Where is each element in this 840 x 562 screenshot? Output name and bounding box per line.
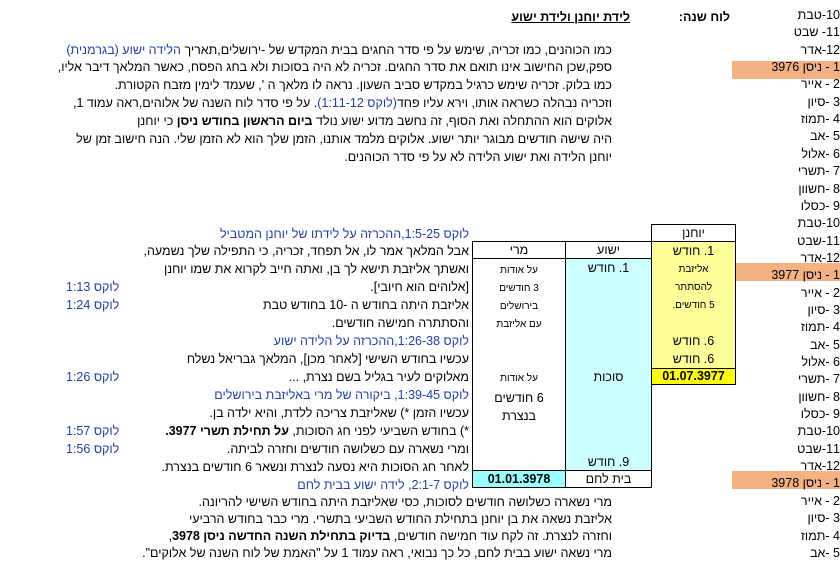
month-row: 3 -סיון bbox=[807, 303, 840, 317]
intro-text: כמו הכוהנים, כמו זכריה, שימש על פי סדר החגים בבית המקדש של -ירושלים,תאריך bbox=[184, 43, 612, 57]
month-row: 11-שבט bbox=[797, 234, 840, 248]
calendar-title: לוח שנה: bbox=[678, 10, 730, 24]
month-row: 12-אדר bbox=[800, 43, 840, 57]
birth-line-2: אליזבת נשאה את בן יוחנן בתחילת החודש השביעי בתשרי. מרי כבר בחודש הרביעי bbox=[188, 512, 612, 526]
john-hiding-1: אליזבת bbox=[678, 264, 709, 275]
intro-bold: ביום הראשון בחודש ניסן bbox=[176, 114, 313, 128]
john-month-6: 6. חודש bbox=[672, 334, 715, 348]
month-row: 8 -חשוון bbox=[798, 182, 840, 196]
mary-header-cell bbox=[472, 241, 566, 259]
jesus-header-cell bbox=[565, 241, 652, 259]
intro-line-5 bbox=[137, 113, 612, 130]
month-row: 1 - ניסן 3976 bbox=[771, 60, 840, 74]
john-line-5: והסתתרה חמישה חודשים. bbox=[331, 316, 469, 330]
john-header-cell bbox=[651, 224, 736, 242]
luke-reference[interactable]: (לוקס 1:11-12) bbox=[317, 96, 397, 110]
jesus-sukkot: סוכות bbox=[593, 370, 624, 384]
birth-section-reference[interactable]: לוקס 2:1-7, לידה ישוע בבית לחם bbox=[297, 478, 469, 492]
month-row: 9 -כסלו bbox=[800, 199, 840, 213]
month-row: 2 - אייר bbox=[800, 494, 840, 508]
month-row: 3 -סיון bbox=[807, 95, 840, 109]
john-header: יוחנן bbox=[682, 226, 705, 240]
month-row: 2 - אייר bbox=[800, 77, 840, 91]
mary-about-2: על אודות bbox=[500, 373, 538, 384]
mary-6-months: 6 חודשים bbox=[494, 391, 544, 405]
month-row: 12-אדר bbox=[800, 251, 840, 265]
jesus-line-1: עכשיו בחודש השישי [לאחר מכן], המלאך גבריאל נשלח bbox=[186, 352, 469, 366]
jesus-bold: על תחילת תשרי 3977. bbox=[165, 424, 289, 438]
jesus-month-1: 1. חודש bbox=[587, 261, 630, 275]
jesus-line-2: מאלוקים לעיר בגליל בשם נצרת, ... bbox=[288, 370, 469, 384]
month-row: 5 -אב bbox=[810, 546, 840, 560]
month-row: 1 - ניסן 3977 bbox=[771, 268, 840, 282]
jesus-bethlehem: בית לחם bbox=[585, 472, 632, 486]
jesus-month-9: 9. חודש bbox=[587, 455, 630, 469]
luke-1-26-reference[interactable]: לוקס 1:26 bbox=[66, 370, 120, 384]
mary-about-1: על אודות bbox=[500, 265, 538, 276]
page-title: לידת יוחנן ולידת ישוע bbox=[511, 10, 630, 24]
intro-text: . על פי סדר לוח השנה של אלוהים,ראה עמוד 1, bbox=[72, 96, 318, 110]
mary-3-months: 3 חודשים bbox=[499, 283, 539, 294]
mary-nazareth: בנצרת bbox=[501, 409, 537, 423]
intro-line-6: היה שישה חודשים מבוגר יותר ישוע. אלוקים מלמד אותנו, הזמן שלך הוא לא הזמן שלי. הנה חישוב זמן של bbox=[76, 132, 612, 146]
month-row: 1 - ניסן 3978 bbox=[771, 476, 840, 490]
luke-1-13-reference[interactable]: לוקס 1:13 bbox=[66, 280, 120, 294]
john-birth-date-cell bbox=[651, 368, 736, 385]
month-row: 4 -תמוז bbox=[800, 112, 840, 126]
mary-with-elizabeth: עם אליזבת bbox=[496, 319, 542, 330]
month-row: 6 -אלול bbox=[801, 355, 840, 369]
jesus-line-4 bbox=[165, 423, 469, 440]
month-row: 8 -חשוון bbox=[798, 390, 840, 404]
month-row: 6 -אלול bbox=[801, 147, 840, 161]
jesus-line-3: עכשיו הזמן *) שאליזבת צריכה ללדת, והיא ילדה בן. bbox=[209, 406, 469, 420]
john-line-1: אבל המלאך אמר לו, אל תפחד, זכריה, כי התפילה שלך נשמעה, bbox=[143, 244, 469, 258]
luke-1-56-reference[interactable]: לוקס 1:56 bbox=[66, 442, 120, 456]
intro-line-2: ספק,שכן החישוב אינו תואם את סדר החגים. זכריה לא היה בסוכות ולא בחג הפסח, כאשר המלאך דיבר אליו, bbox=[57, 60, 612, 74]
john-month-6-b: 6. חודש bbox=[672, 352, 715, 366]
intro-line-4 bbox=[73, 95, 612, 112]
birth-line-4: מרי נשאה ישוע בבית לחם, כל כך נבואי, ראה עמוד 1 על "האמת של לוח השנה של אלוקים". bbox=[142, 546, 612, 560]
intro-text: וזכריה נבהלה כשראה אותו, וירא עליו פחד bbox=[396, 96, 612, 110]
john-line-4: אליזבת היתה בחודש ה -10 בחודש טבת bbox=[263, 298, 469, 312]
month-row: 3 -סיון bbox=[807, 511, 840, 525]
intro-birth-link[interactable]: הלידה ישוע (בגרמנית) bbox=[66, 43, 181, 57]
month-row: 5 -אב bbox=[810, 338, 840, 352]
jesus-bethlehem-cell bbox=[565, 470, 652, 488]
mary-birth-date-cell bbox=[472, 470, 566, 488]
john-hiding-3: 5 חודשים. bbox=[672, 300, 715, 311]
month-row: 4 -תמוז bbox=[800, 529, 840, 543]
month-row: 11-שבט bbox=[797, 442, 840, 456]
jesus-birth-date: 01.01.3978 bbox=[487, 472, 551, 486]
john-line-3: [אלוהים הוא חיובי]. bbox=[370, 280, 469, 294]
birth-text: וחזרה לנצרת. זה לקח עוד חמישה חודשים, bbox=[393, 529, 612, 543]
month-row: 5 -אב bbox=[810, 129, 840, 143]
jesus-text: *) בחודש השביעי לפני חג הסוכות, bbox=[292, 424, 469, 438]
john-birth-date: 01.07.3977 bbox=[662, 369, 725, 383]
john-line-2: ואשתך אליזבת תישא לך בן, ואתה חייב לקרוא את שמו יוחנן bbox=[163, 262, 469, 276]
birth-bold: בדיוק בתחילת השנה החדשה ניסן 3978 bbox=[172, 529, 391, 543]
intro-text: כי יוחנן bbox=[137, 114, 174, 128]
mary-header: מרי bbox=[509, 243, 529, 257]
month-row: 7 -תשרי bbox=[797, 372, 840, 386]
intro-text: אלוקים הוא ההתחלה ואת הסוף, זה נחשב מדוע ישוע נולד bbox=[316, 114, 612, 128]
intro-line-7: יוחנן הלידה ואת ישוע הלידה לא על פי סדר הכוהנים. bbox=[344, 150, 612, 164]
luke-1-24-reference[interactable]: לוקס 1:24 bbox=[66, 298, 120, 312]
jesus-header: ישוע bbox=[597, 243, 620, 257]
visit-reference[interactable]: לוקס 1:39-45, ביקורה של מרי באליזבת בירושלים bbox=[214, 388, 469, 402]
john-section-reference[interactable]: לוקס 1:5-25,ההכרזה על לידתו של יוחנן המטביל bbox=[219, 227, 469, 241]
intro-line-1 bbox=[66, 42, 612, 59]
month-row: 4 -תמוז bbox=[800, 320, 840, 334]
luke-1-57-reference[interactable]: לוקס 1:57 bbox=[66, 424, 120, 438]
birth-line-3 bbox=[169, 528, 612, 545]
month-row: 2 - אייר bbox=[800, 286, 840, 300]
jesus-timeline-box bbox=[565, 258, 652, 471]
month-row: 10-טבת bbox=[797, 8, 840, 22]
month-row: 10-טבת bbox=[797, 424, 840, 438]
month-row: 11- שבט bbox=[793, 25, 840, 39]
month-row: 10-טבת bbox=[797, 216, 840, 230]
month-row: 12-אדר bbox=[800, 459, 840, 473]
birth-text: , bbox=[168, 529, 173, 543]
month-row: 7 -תשרי bbox=[797, 164, 840, 178]
intro-line-3: כמו בלוק. זכריה שימש כרגיל במקדש סביב השעון. נראה לו מלאך ה ', שעמד לימין מזבח הקטורת. bbox=[114, 78, 612, 92]
birth-line-1: מרי נשארה כשלושה חודשים לסוכות, כסי שאליזבת היתה בחודש השישי להריונה. bbox=[198, 495, 612, 509]
jesus-line-5: ומרי נשארה עם כשלושה חודשים וחזרה לביתה. bbox=[226, 442, 469, 456]
jesus-section-reference[interactable]: לוקס 1:26-38,ההכרזה על הלידה ישוע bbox=[273, 334, 469, 348]
john-month-1: 1. חודש bbox=[672, 244, 715, 258]
month-row: 9 -כסלו bbox=[800, 407, 840, 421]
mary-jerusalem: בירושלים bbox=[499, 301, 539, 312]
jesus-line-6: לאחר חג הסוכות היא נסעה לנצרת ונשאר 6 חודשים בנצרת. bbox=[161, 460, 469, 474]
john-hiding-2: להסתתר bbox=[674, 282, 713, 293]
